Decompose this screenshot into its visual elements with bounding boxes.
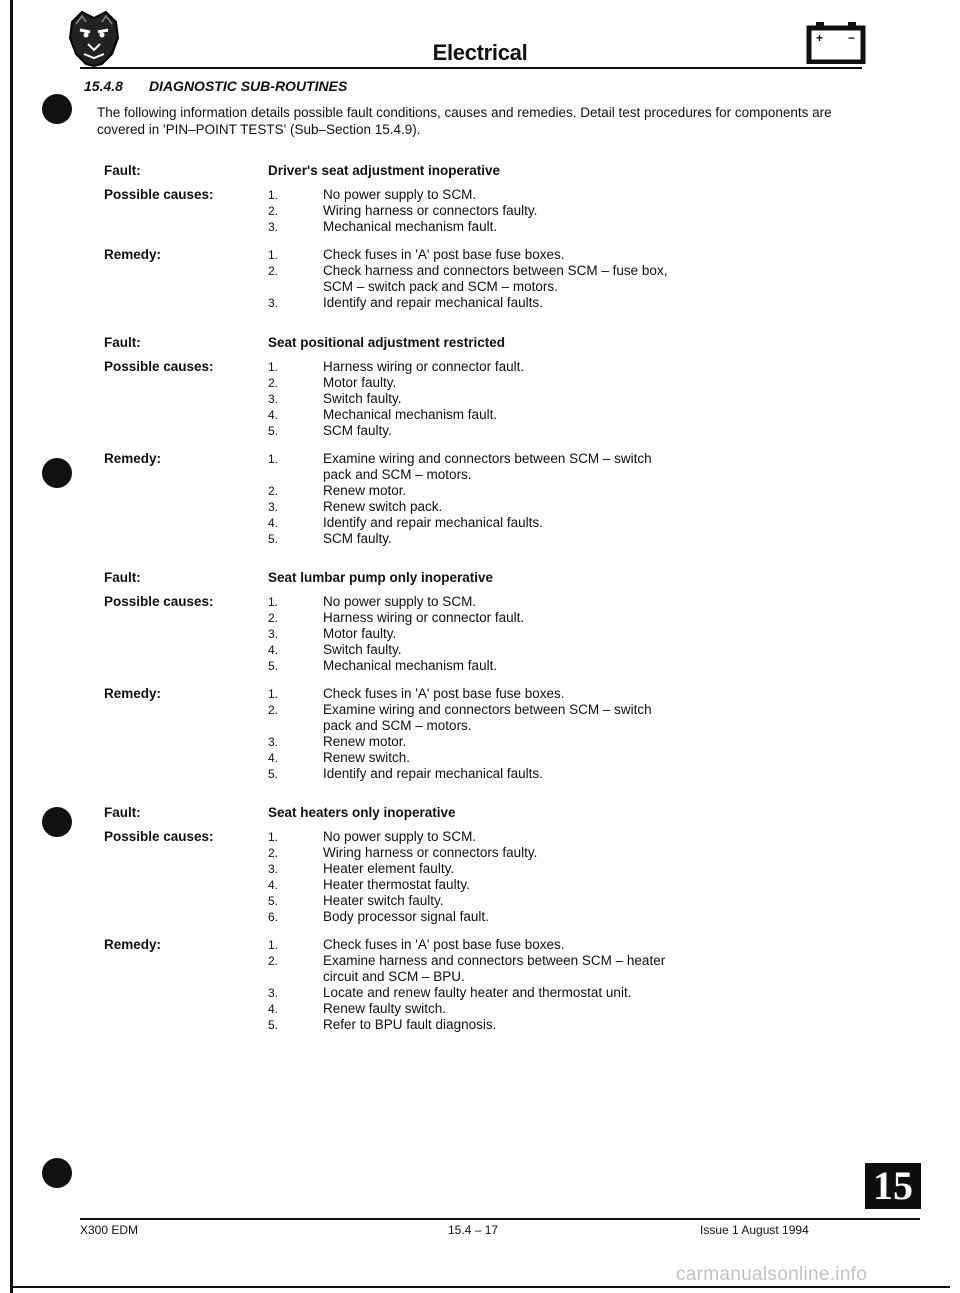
remedy-text: Identify and repair mechanical faults. — [323, 515, 543, 530]
remedy-number: 5. — [268, 532, 279, 546]
page-header-title: Electrical — [432, 40, 528, 65]
possible-causes-label: Possible causes: — [104, 594, 214, 609]
remedy-number: 5. — [268, 1018, 279, 1032]
remedy-number: 3. — [268, 296, 279, 310]
possible-causes-label: Possible causes: — [104, 829, 214, 844]
cause-text: Heater thermostat faulty. — [323, 877, 470, 892]
binder-hole-2 — [42, 458, 72, 488]
remedy-text: Examine wiring and connectors between SCM – switch — [323, 702, 652, 717]
possible-causes-label: Possible causes: — [104, 359, 214, 374]
remedy-number: 1. — [268, 248, 279, 262]
remedy-text: SCM – switch pack and SCM – motors. — [323, 279, 558, 294]
remedy-text: SCM faulty. — [323, 531, 392, 546]
cause-text: Mechanical mechanism fault. — [323, 407, 498, 422]
cause-number: 2. — [268, 846, 279, 860]
remedy-text: Check fuses in 'A' post base fuse boxes. — [323, 247, 565, 262]
cause-number: 5. — [268, 894, 279, 908]
remedy-number: 1. — [268, 938, 279, 952]
cause-text: Switch faulty. — [323, 642, 402, 657]
watermark-text: carmanualsonline.info — [676, 1264, 868, 1285]
remedy-text: Refer to BPU fault diagnosis. — [323, 1017, 497, 1032]
fault-title: Seat heaters only inoperative — [268, 805, 456, 820]
remedy-number: 2. — [268, 703, 279, 717]
fault-label: Fault: — [104, 805, 141, 820]
remedy-text: Check harness and connectors between SCM – fuse box, — [323, 263, 668, 278]
cause-text: Switch faulty. — [323, 391, 402, 406]
remedy-number: 4. — [268, 1002, 279, 1016]
cause-text: Wiring harness or connectors faulty. — [323, 845, 538, 860]
cause-text: Mechanical mechanism fault. — [323, 219, 498, 234]
footer-manual-code: X300 EDM — [80, 1223, 139, 1237]
fault-title: Driver's seat adjustment inoperative — [268, 163, 501, 178]
cause-text: SCM faulty. — [323, 423, 392, 438]
remedy-number: 3. — [268, 986, 279, 1000]
cause-text: No power supply to SCM. — [323, 187, 477, 202]
remedy-number: 2. — [268, 954, 279, 968]
footer-rule — [80, 1218, 920, 1220]
remedy-text: Identify and repair mechanical faults. — [323, 295, 543, 310]
cause-text: Motor faulty. — [323, 626, 397, 641]
cause-text: Heater element faulty. — [323, 861, 455, 876]
remedy-text: Renew motor. — [323, 734, 407, 749]
remedy-number: 1. — [268, 687, 279, 701]
fault-label: Fault: — [104, 335, 141, 350]
remedy-text: Renew faulty switch. — [323, 1001, 447, 1016]
remedy-text: Examine wiring and connectors between SCM – switch — [323, 451, 652, 466]
cause-number: 3. — [268, 627, 279, 641]
remedy-label: Remedy: — [104, 451, 162, 466]
section-number: 15.4.8 — [84, 78, 123, 94]
section-title: DIAGNOSTIC SUB-ROUTINES — [148, 78, 348, 94]
section-tab: 15 — [865, 1163, 921, 1209]
remedy-text: Check fuses in 'A' post base fuse boxes. — [323, 937, 565, 952]
binder-hole-4 — [42, 1158, 72, 1188]
binder-hole-1 — [42, 94, 72, 124]
cause-number: 4. — [268, 878, 279, 892]
footer-issue-date: Issue 1 August 1994 — [700, 1223, 809, 1237]
cause-number: 1. — [268, 830, 279, 844]
footer-page-number: 15.4 – 17 — [448, 1223, 499, 1237]
remedy-number: 3. — [268, 500, 279, 514]
fault-label: Fault: — [104, 570, 141, 585]
remedy-number: 4. — [268, 751, 279, 765]
fault-label: Fault: — [104, 163, 141, 178]
battery-minus-sign: − — [848, 31, 856, 45]
remedy-label: Remedy: — [104, 686, 162, 701]
cause-text: Wiring harness or connectors faulty. — [323, 203, 538, 218]
fault-title: Seat positional adjustment restricted — [268, 335, 506, 350]
cause-text: Body processor signal fault. — [323, 909, 489, 924]
remedy-number: 5. — [268, 767, 279, 781]
remedy-text: Identify and repair mechanical faults. — [323, 766, 543, 781]
cause-text: Motor faulty. — [323, 375, 397, 390]
remedy-text: pack and SCM – motors. — [323, 718, 472, 733]
remedy-text: Renew motor. — [323, 483, 407, 498]
section-heading — [84, 78, 347, 94]
cause-number: 2. — [268, 204, 279, 218]
cause-number: 3. — [268, 862, 279, 876]
remedy-text: Locate and renew faulty heater and thermostat unit. — [323, 985, 632, 1000]
binder-hole-3 — [42, 807, 72, 837]
cause-text: No power supply to SCM. — [323, 829, 477, 844]
cause-number: 3. — [268, 220, 279, 234]
cause-number: 2. — [268, 611, 279, 625]
remedy-text: Renew switch pack. — [323, 499, 443, 514]
cause-text: Heater switch faulty. — [323, 893, 444, 908]
cause-number: 4. — [268, 408, 279, 422]
remedy-text: Check fuses in 'A' post base fuse boxes. — [323, 686, 565, 701]
remedy-number: 3. — [268, 735, 279, 749]
fault-title: Seat lumbar pump only inoperative — [268, 570, 494, 585]
cause-number: 4. — [268, 643, 279, 657]
header-rule — [80, 67, 862, 69]
remedy-text: circuit and SCM – BPU. — [323, 969, 465, 984]
cause-number: 1. — [268, 360, 279, 374]
battery-plus-sign: + — [816, 31, 824, 45]
possible-causes-label: Possible causes: — [104, 187, 214, 202]
remedy-number: 4. — [268, 516, 279, 530]
remedy-text: Examine harness and connectors between SCM – heater — [323, 953, 666, 968]
cause-number: 5. — [268, 659, 279, 673]
cause-text: Harness wiring or connector fault. — [323, 359, 525, 374]
intro-paragraph: The following information details possible fault conditions, causes and remedies. Detail test procedures for components are covered in 'PIN–POINT TESTS' (Sub–Section 15.4.9). — [97, 105, 832, 137]
remedy-number: 2. — [268, 484, 279, 498]
cause-number: 2. — [268, 376, 279, 390]
remedy-text: Renew switch. — [323, 750, 411, 765]
cause-number: 3. — [268, 392, 279, 406]
bottom-rule — [10, 1286, 950, 1288]
battery-icon — [806, 20, 866, 64]
cause-number: 1. — [268, 595, 279, 609]
remedy-text: pack and SCM – motors. — [323, 467, 472, 482]
cause-text: Mechanical mechanism fault. — [323, 658, 498, 673]
cause-number: 6. — [268, 910, 279, 924]
remedy-number: 2. — [268, 264, 279, 278]
remedy-label: Remedy: — [104, 937, 162, 952]
left-margin-rule — [10, 0, 13, 1293]
cause-text: Harness wiring or connector fault. — [323, 610, 525, 625]
remedy-label: Remedy: — [104, 247, 162, 262]
cause-number: 1. — [268, 188, 279, 202]
cause-number: 5. — [268, 424, 279, 438]
cause-text: No power supply to SCM. — [323, 594, 477, 609]
remedy-number: 1. — [268, 452, 279, 466]
